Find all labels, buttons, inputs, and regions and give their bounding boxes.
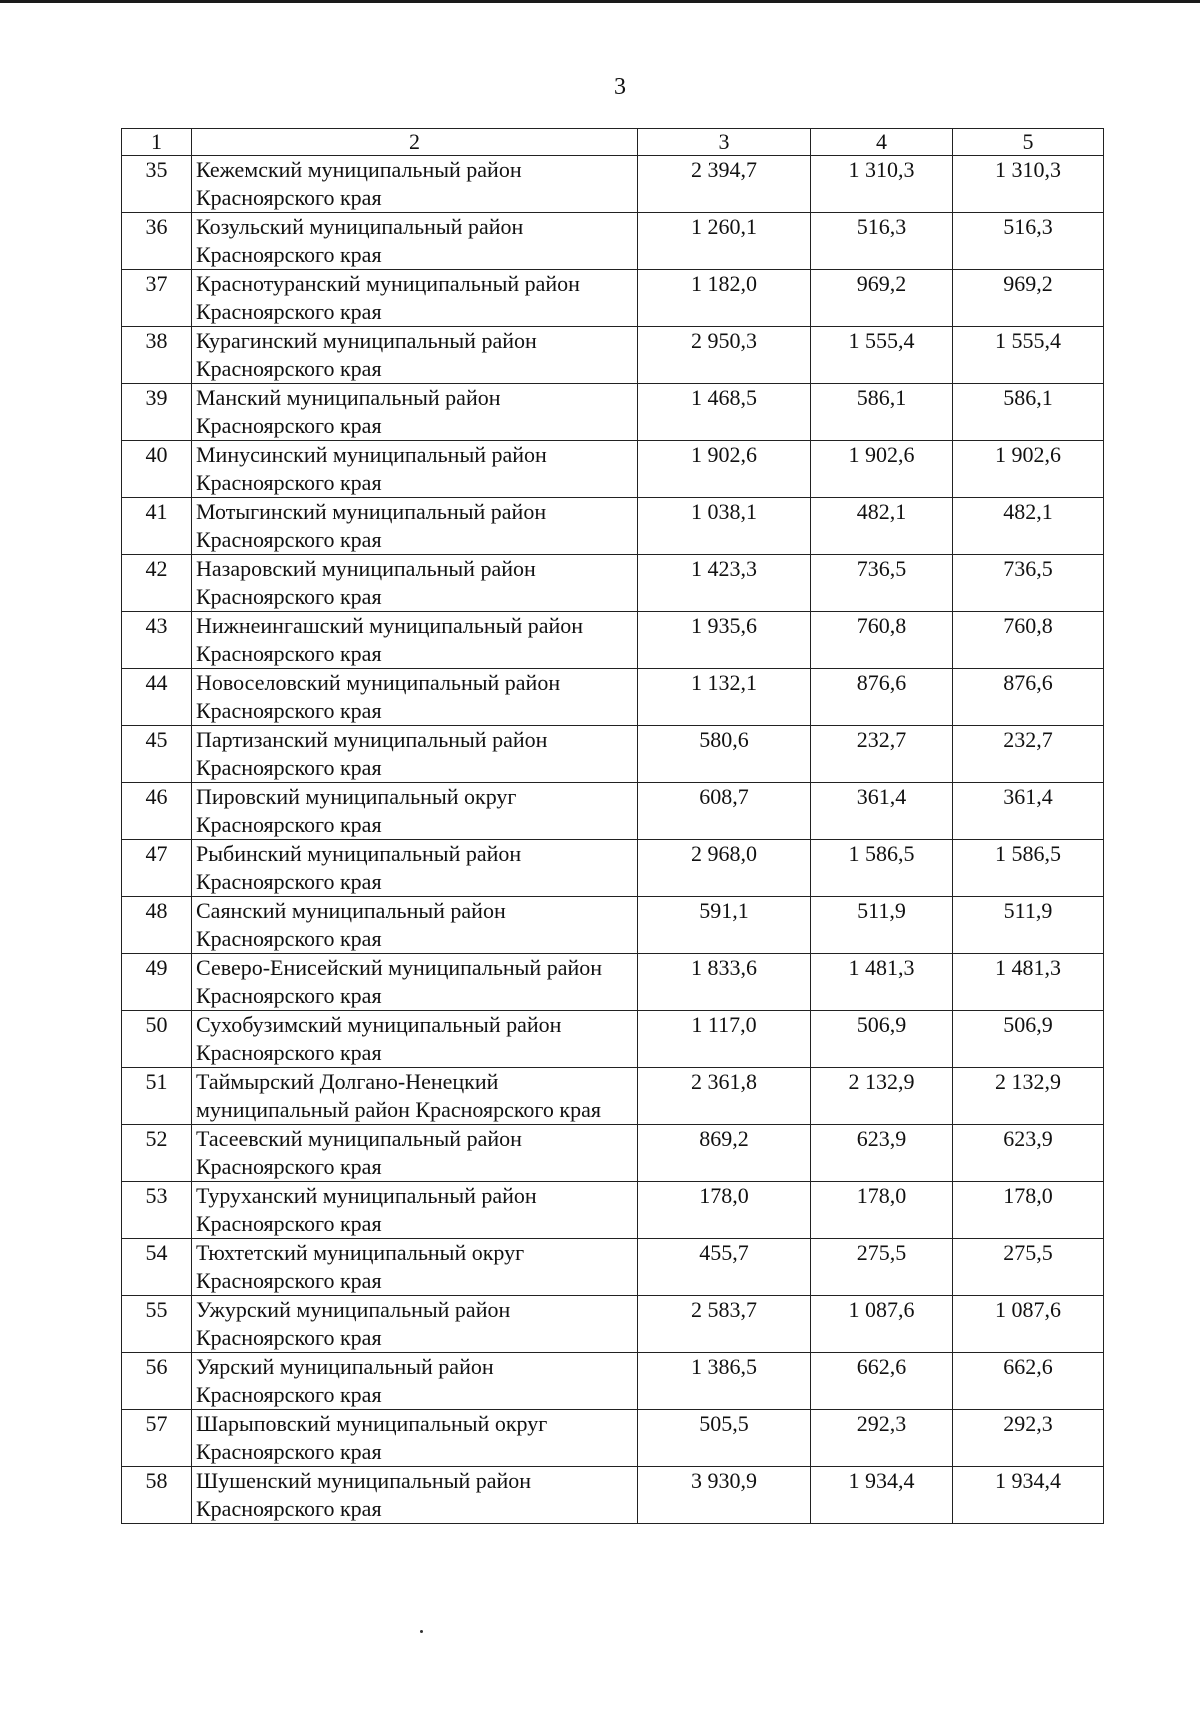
- value-cell-4: 482,1: [811, 498, 953, 555]
- municipality-name-cell: Ужурский муниципальный район Красноярского края: [192, 1296, 638, 1353]
- table-row: [122, 327, 1104, 384]
- column-header-4: 4: [811, 129, 953, 156]
- table-row: [122, 1296, 1104, 1353]
- table-row: [122, 156, 1104, 213]
- municipality-name-cell: Партизанский муниципальный район Красноярского края: [192, 726, 638, 783]
- row-number-cell: 35: [122, 156, 192, 213]
- row-number-cell: 40: [122, 441, 192, 498]
- municipality-name-cell: Шарыповский муниципальный округ Красноярского края: [192, 1410, 638, 1467]
- value-cell-5: 178,0: [953, 1182, 1104, 1239]
- table-row: [122, 1125, 1104, 1182]
- value-cell-5: 2 132,9: [953, 1068, 1104, 1125]
- page-number: 3: [614, 74, 626, 100]
- value-cell-5: 1 481,3: [953, 954, 1104, 1011]
- value-cell-3: 1 117,0: [638, 1011, 811, 1068]
- municipality-name-cell: Таймырский Долгано-Ненецкий муниципальный район Красноярского края: [192, 1068, 638, 1125]
- value-cell-5: 1 310,3: [953, 156, 1104, 213]
- table-row: [122, 1410, 1104, 1467]
- table-row: [122, 840, 1104, 897]
- municipality-name-cell: Кежемский муниципальный район Красноярского края: [192, 156, 638, 213]
- value-cell-4: 1 087,6: [811, 1296, 953, 1353]
- value-cell-5: 361,4: [953, 783, 1104, 840]
- value-cell-4: 662,6: [811, 1353, 953, 1410]
- municipality-name-cell: Тасеевский муниципальный район Красноярского края: [192, 1125, 638, 1182]
- value-cell-3: 869,2: [638, 1125, 811, 1182]
- row-number-cell: 37: [122, 270, 192, 327]
- value-cell-5: 1 087,6: [953, 1296, 1104, 1353]
- table-row: [122, 783, 1104, 840]
- row-number-cell: 52: [122, 1125, 192, 1182]
- value-cell-5: 623,9: [953, 1125, 1104, 1182]
- row-number-cell: 41: [122, 498, 192, 555]
- table-row: [122, 384, 1104, 441]
- municipality-name-cell: Шушенский муниципальный район Красноярского края: [192, 1467, 638, 1524]
- value-cell-4: 969,2: [811, 270, 953, 327]
- row-number-cell: 46: [122, 783, 192, 840]
- value-cell-3: 580,6: [638, 726, 811, 783]
- row-number-cell: 47: [122, 840, 192, 897]
- value-cell-3: 178,0: [638, 1182, 811, 1239]
- row-number-cell: 48: [122, 897, 192, 954]
- municipality-name-cell: Нижнеингашский муниципальный район Красноярского края: [192, 612, 638, 669]
- row-number-cell: 53: [122, 1182, 192, 1239]
- row-number-cell: 49: [122, 954, 192, 1011]
- column-header-3: 3: [638, 129, 811, 156]
- row-number-cell: 45: [122, 726, 192, 783]
- row-number-cell: 43: [122, 612, 192, 669]
- value-cell-4: 511,9: [811, 897, 953, 954]
- value-cell-3: 1 833,6: [638, 954, 811, 1011]
- value-cell-5: 275,5: [953, 1239, 1104, 1296]
- value-cell-4: 1 902,6: [811, 441, 953, 498]
- row-number-cell: 39: [122, 384, 192, 441]
- table-row: [122, 270, 1104, 327]
- municipality-name-cell: Назаровский муниципальный район Красноярского края: [192, 555, 638, 612]
- value-cell-4: 876,6: [811, 669, 953, 726]
- value-cell-3: 2 583,7: [638, 1296, 811, 1353]
- municipality-name-cell: Новоселовский муниципальный район Красноярского края: [192, 669, 638, 726]
- value-cell-5: 232,7: [953, 726, 1104, 783]
- municipality-name-cell: Курагинский муниципальный район Красноярского края: [192, 327, 638, 384]
- row-number-cell: 58: [122, 1467, 192, 1524]
- value-cell-3: 1 468,5: [638, 384, 811, 441]
- value-cell-4: 178,0: [811, 1182, 953, 1239]
- table-row: [122, 726, 1104, 783]
- value-cell-4: 1 481,3: [811, 954, 953, 1011]
- value-cell-3: 2 394,7: [638, 156, 811, 213]
- row-number-cell: 44: [122, 669, 192, 726]
- table-row: [122, 1239, 1104, 1296]
- municipality-name-cell: Северо-Енисейский муниципальный район Красноярского края: [192, 954, 638, 1011]
- row-number-cell: 55: [122, 1296, 192, 1353]
- municipality-name-cell: Туруханский муниципальный район Красноярского края: [192, 1182, 638, 1239]
- column-header-2: 2: [192, 129, 638, 156]
- row-number-cell: 36: [122, 213, 192, 270]
- table-row: [122, 669, 1104, 726]
- municipality-name-cell: Пировский муниципальный округ Красноярского края: [192, 783, 638, 840]
- row-number-cell: 51: [122, 1068, 192, 1125]
- value-cell-4: 232,7: [811, 726, 953, 783]
- value-cell-4: 1 310,3: [811, 156, 953, 213]
- table-row: [122, 897, 1104, 954]
- value-cell-4: 1 555,4: [811, 327, 953, 384]
- value-cell-5: 586,1: [953, 384, 1104, 441]
- value-cell-3: 1 260,1: [638, 213, 811, 270]
- value-cell-3: 1 182,0: [638, 270, 811, 327]
- value-cell-3: 1 902,6: [638, 441, 811, 498]
- value-cell-4: 586,1: [811, 384, 953, 441]
- value-cell-4: 506,9: [811, 1011, 953, 1068]
- row-number-cell: 42: [122, 555, 192, 612]
- value-cell-5: 511,9: [953, 897, 1104, 954]
- value-cell-4: 516,3: [811, 213, 953, 270]
- value-cell-3: 1 423,3: [638, 555, 811, 612]
- table-row: [122, 612, 1104, 669]
- row-number-cell: 56: [122, 1353, 192, 1410]
- stray-dot-mark: [420, 1630, 423, 1633]
- value-cell-4: 760,8: [811, 612, 953, 669]
- value-cell-5: 1 902,6: [953, 441, 1104, 498]
- value-cell-3: 2 968,0: [638, 840, 811, 897]
- value-cell-5: 1 555,4: [953, 327, 1104, 384]
- table-row: [122, 213, 1104, 270]
- municipality-name-cell: Минусинский муниципальный район Красноярского края: [192, 441, 638, 498]
- value-cell-3: 505,5: [638, 1410, 811, 1467]
- value-cell-5: 876,6: [953, 669, 1104, 726]
- table-row: [122, 441, 1104, 498]
- table-row: [122, 1353, 1104, 1410]
- value-cell-4: 292,3: [811, 1410, 953, 1467]
- municipality-name-cell: Тюхтетский муниципальный округ Красноярского края: [192, 1239, 638, 1296]
- value-cell-4: 1 586,5: [811, 840, 953, 897]
- municipality-name-cell: Рыбинский муниципальный район Красноярского края: [192, 840, 638, 897]
- municipality-name-cell: Уярский муниципальный район Красноярского края: [192, 1353, 638, 1410]
- value-cell-5: 482,1: [953, 498, 1104, 555]
- value-cell-3: 608,7: [638, 783, 811, 840]
- value-cell-5: 736,5: [953, 555, 1104, 612]
- value-cell-5: 516,3: [953, 213, 1104, 270]
- data-table: [121, 128, 1104, 1524]
- row-number-cell: 50: [122, 1011, 192, 1068]
- value-cell-4: 2 132,9: [811, 1068, 953, 1125]
- value-cell-3: 1 935,6: [638, 612, 811, 669]
- value-cell-4: 275,5: [811, 1239, 953, 1296]
- table-row: [122, 498, 1104, 555]
- value-cell-5: 1 586,5: [953, 840, 1104, 897]
- table-row: [122, 555, 1104, 612]
- table-row: [122, 954, 1104, 1011]
- municipality-name-cell: Краснотуранский муниципальный район Красноярского края: [192, 270, 638, 327]
- value-cell-5: 506,9: [953, 1011, 1104, 1068]
- value-cell-3: 455,7: [638, 1239, 811, 1296]
- table-row: [122, 1011, 1104, 1068]
- municipality-name-cell: Козульский муниципальный район Красноярского края: [192, 213, 638, 270]
- municipality-name-cell: Манский муниципальный район Красноярского края: [192, 384, 638, 441]
- row-number-cell: 38: [122, 327, 192, 384]
- value-cell-3: 1 132,1: [638, 669, 811, 726]
- municipality-name-cell: Мотыгинский муниципальный район Красноярского края: [192, 498, 638, 555]
- value-cell-3: 2 950,3: [638, 327, 811, 384]
- value-cell-4: 361,4: [811, 783, 953, 840]
- page-top-edge: [0, 0, 1200, 3]
- table-row: [122, 1182, 1104, 1239]
- row-number-cell: 54: [122, 1239, 192, 1296]
- table-body: [122, 156, 1104, 1524]
- column-header-5: 5: [953, 129, 1104, 156]
- value-cell-5: 662,6: [953, 1353, 1104, 1410]
- value-cell-5: 292,3: [953, 1410, 1104, 1467]
- municipality-name-cell: Саянский муниципальный район Красноярского края: [192, 897, 638, 954]
- municipality-name-cell: Сухобузимский муниципальный район Красноярского края: [192, 1011, 638, 1068]
- table-header-row: [122, 129, 1104, 156]
- value-cell-4: 1 934,4: [811, 1467, 953, 1524]
- table-row: [122, 1467, 1104, 1524]
- value-cell-3: 3 930,9: [638, 1467, 811, 1524]
- value-cell-4: 623,9: [811, 1125, 953, 1182]
- value-cell-5: 1 934,4: [953, 1467, 1104, 1524]
- value-cell-4: 736,5: [811, 555, 953, 612]
- row-number-cell: 57: [122, 1410, 192, 1467]
- table-row: [122, 1068, 1104, 1125]
- value-cell-3: 591,1: [638, 897, 811, 954]
- value-cell-5: 760,8: [953, 612, 1104, 669]
- value-cell-3: 2 361,8: [638, 1068, 811, 1125]
- value-cell-5: 969,2: [953, 270, 1104, 327]
- value-cell-3: 1 038,1: [638, 498, 811, 555]
- value-cell-3: 1 386,5: [638, 1353, 811, 1410]
- column-header-1: 1: [122, 129, 192, 156]
